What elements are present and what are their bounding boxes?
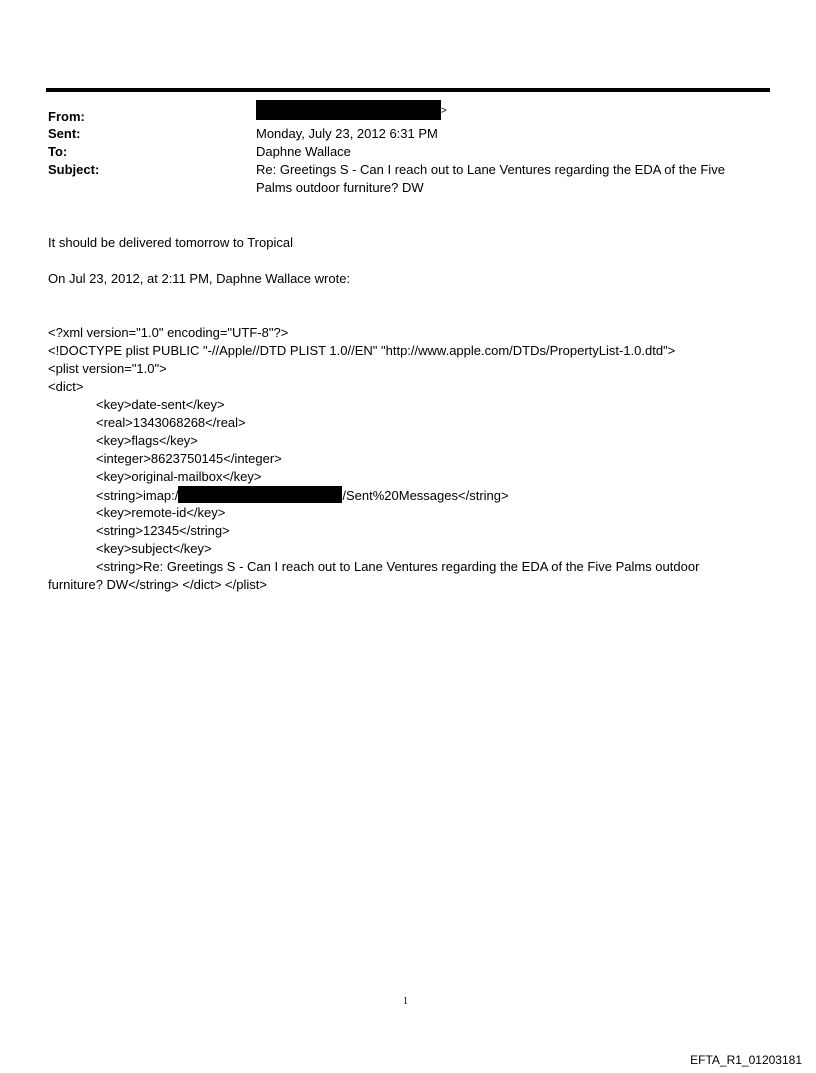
from-label: From: xyxy=(48,109,85,124)
body-line-quote-intro: On Jul 23, 2012, at 2:11 PM, Daphne Wallace wrote: xyxy=(48,271,351,286)
xml-key-date-sent: <key>date-sent</key> xyxy=(96,397,225,412)
subject-line-2: Palms outdoor furniture? DW xyxy=(256,180,424,195)
sent-label: Sent: xyxy=(48,126,81,141)
xml-integer: <integer>8623750145</integer> xyxy=(96,451,282,466)
xml-plist-open: <plist version="1.0"> xyxy=(48,361,167,376)
redaction-box xyxy=(256,100,441,120)
body-line-delivery: It should be delivered tomorrow to Tropical xyxy=(48,235,293,250)
xml-declaration: <?xml version="1.0" encoding="UTF-8"?> xyxy=(48,325,289,340)
xml-key-flags: <key>flags</key> xyxy=(96,433,198,448)
xml-string-subject: <string>Re: Greetings S - Can I reach out to Lane Ventures regarding the EDA of the Five Palms outdoor xyxy=(96,559,700,574)
sent-value: Monday, July 23, 2012 6:31 PM xyxy=(256,126,438,141)
to-value: Daphne Wallace xyxy=(256,144,351,159)
xml-string-remote-id: <string>12345</string> xyxy=(96,523,230,538)
xml-real: <real>1343068268</real> xyxy=(96,415,246,430)
xml-doctype: <!DOCTYPE plist PUBLIC "-//Apple//DTD PLIST 1.0//EN" "http://www.apple.com/DTDs/PropertyList-1.0.dtd"> xyxy=(48,343,676,358)
xml-string-imap xyxy=(96,486,509,505)
to-label: To: xyxy=(48,144,68,159)
xml-imap-suffix: /Sent%20Messages</string> xyxy=(342,488,509,503)
bates-number: EFTA_R1_01203181 xyxy=(690,1053,802,1067)
xml-closing: furniture? DW</string> </dict> </plist> xyxy=(48,577,267,592)
subject-line-1: Re: Greetings S - Can I reach out to Lane Ventures regarding the EDA of the Five xyxy=(256,162,725,177)
from-suffix: > xyxy=(441,105,447,117)
xml-key-original-mailbox: <key>original-mailbox</key> xyxy=(96,469,262,484)
xml-key-subject: <key>subject</key> xyxy=(96,541,212,556)
xml-key-remote-id: <key>remote-id</key> xyxy=(96,505,226,520)
xml-dict-open: <dict> xyxy=(48,379,84,394)
redaction-box xyxy=(178,486,342,503)
page-number: 1 xyxy=(403,996,408,1007)
from-value xyxy=(256,100,756,120)
subject-label: Subject: xyxy=(48,162,100,177)
xml-imap-prefix: <string>imap:/ xyxy=(96,488,179,503)
header-divider xyxy=(46,88,770,92)
